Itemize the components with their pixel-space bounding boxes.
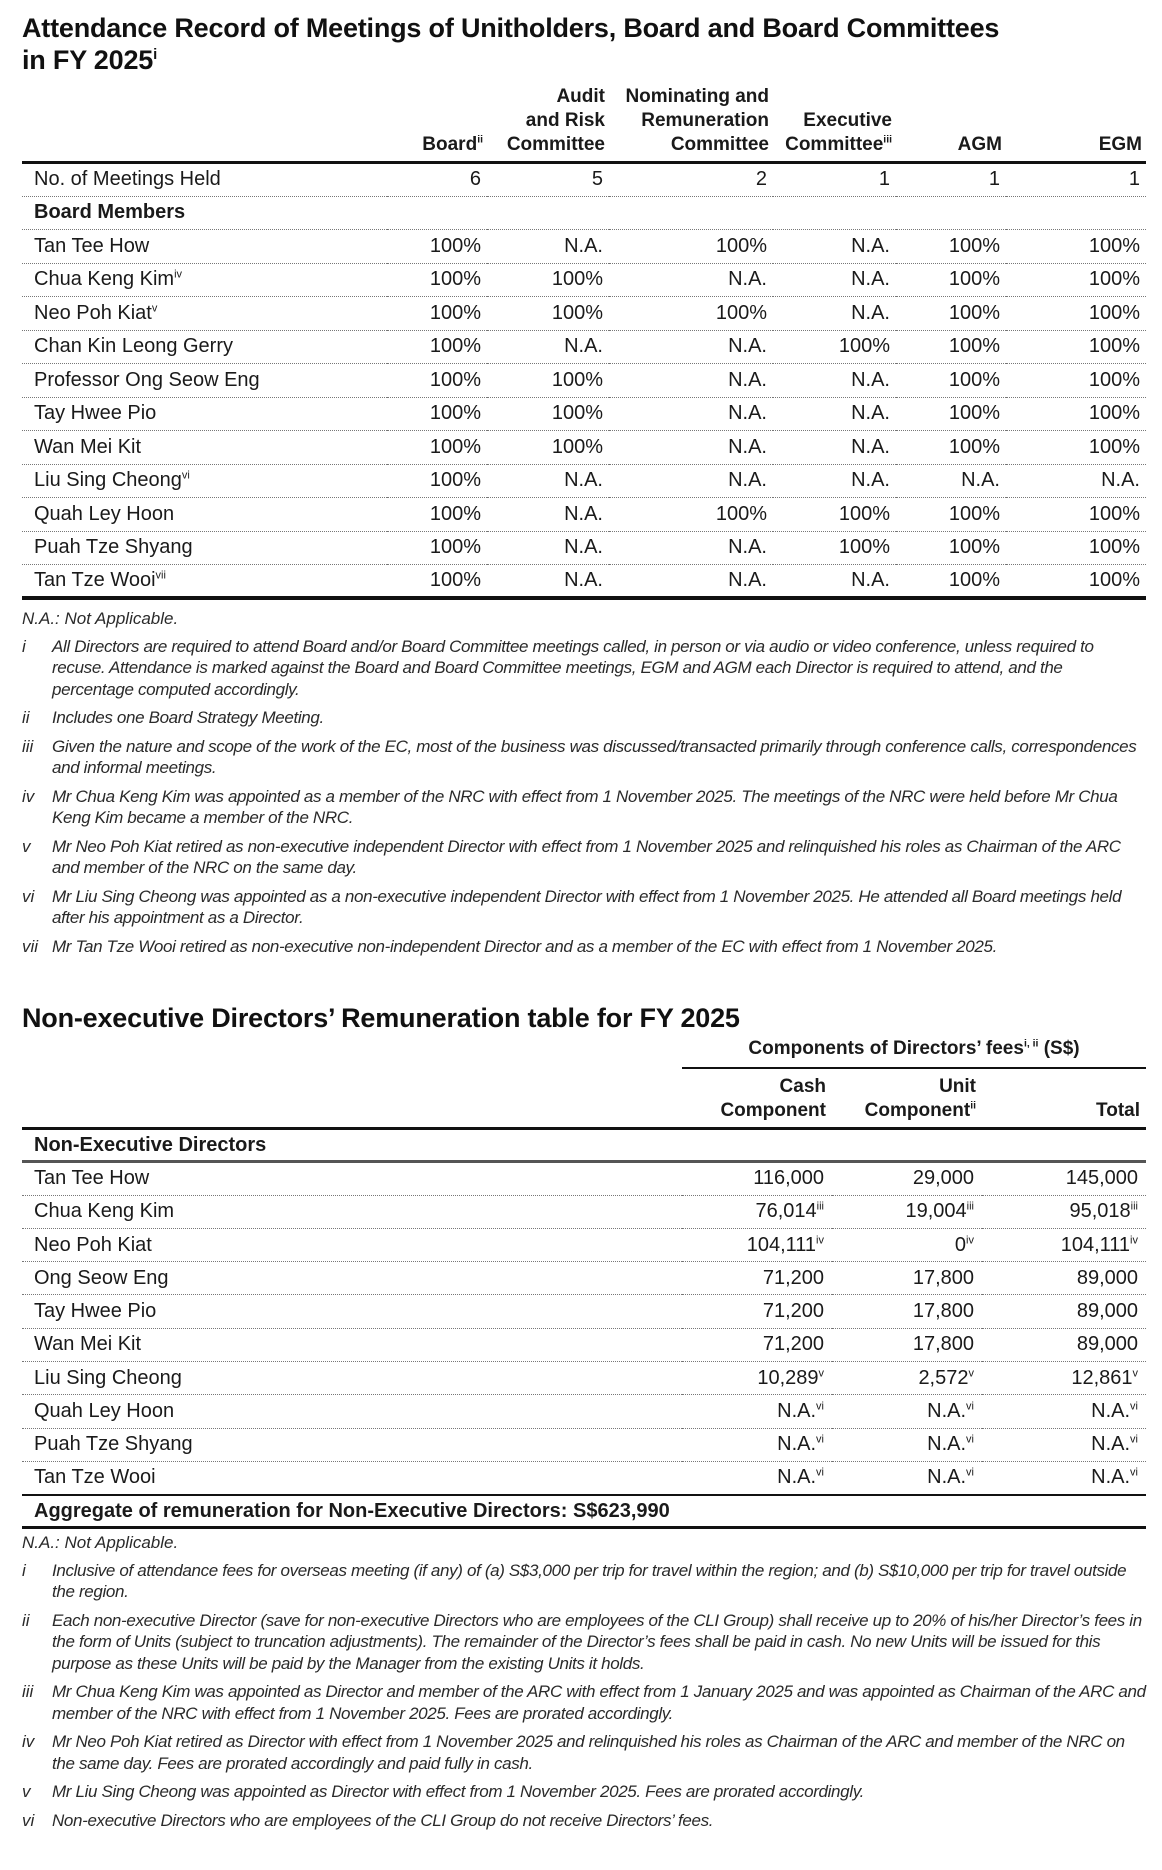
director-name: Ong Seow Eng	[22, 1262, 682, 1295]
footnote	[22, 636, 1146, 701]
attendance-title	[22, 12, 1146, 76]
fee-cell: 29,000	[832, 1162, 982, 1195]
attendance-table	[22, 85, 1146, 600]
fee-cell: N.A.$^{vi}$	[982, 1428, 1146, 1461]
meetings-held-row	[22, 163, 1146, 197]
fee-cell: 2,572$^v$	[832, 1362, 982, 1395]
fee-cell: N.A.$^{vi}$	[982, 1395, 1146, 1428]
fee-cell: 116,000	[682, 1162, 832, 1195]
director-name: Tan Tee How	[22, 1162, 682, 1195]
footnote-number: iii	[22, 1682, 34, 1701]
attendance-cell: N.A.	[773, 364, 896, 398]
fee-cell: 71,200	[682, 1295, 832, 1328]
footnote-number: i	[22, 1560, 26, 1580]
director-name: Tan Tze Wooi	[22, 1461, 682, 1494]
header-agm: AGM	[896, 85, 1006, 163]
director-name: Chua Keng Kim	[22, 1195, 682, 1228]
table-row	[22, 1428, 1146, 1461]
table-row	[22, 1328, 1146, 1361]
attendance-title-line1: Attendance Record of Meetings of Unitholders, Board and Board Committees	[22, 13, 1000, 43]
remuneration-footnotes	[22, 1532, 1146, 1838]
footnote-number: ii	[22, 708, 30, 727]
attendance-cell: 100%	[387, 531, 487, 565]
attendance-cell: 100%	[387, 297, 487, 331]
attendance-cell: 100%	[896, 330, 1006, 364]
footnote-text: Mr Neo Poh Kiat retired as Director with effect from 1 November 2025 and relinquished his roles as Chairman of the ARC and member of the NRC on the same day. Fees are prorated accordingly and paid fully in cash.	[52, 1732, 1125, 1773]
attendance-cell: 100%	[387, 330, 487, 364]
director-name: Tan Tze Wooi$^{vii}$	[22, 565, 387, 599]
director-name: Liu Sing Cheong	[22, 1362, 682, 1395]
attendance-cell: 100%	[896, 498, 1006, 532]
fee-cell: 17,800	[832, 1262, 982, 1295]
fee-cell: 76,014$^{iii}$	[682, 1195, 832, 1228]
attendance-cell: 100%	[609, 498, 773, 532]
attendance-cell: N.A.	[773, 297, 896, 331]
footnote-text: Mr Liu Sing Cheong was appointed as a non-executive independent Director with effect from 1 November 2025. He attended all Board meetings held after his appointment as a Director.	[52, 886, 1122, 927]
fee-cell: N.A.$^{vi}$	[682, 1395, 832, 1428]
table-row	[22, 565, 1146, 599]
table-row	[22, 464, 1146, 498]
footnote	[22, 886, 1146, 929]
attendance-cell: 100%	[487, 263, 609, 297]
na-note: N.A.: Not Applicable.	[22, 609, 179, 628]
remuneration-super-header	[22, 1037, 1146, 1068]
attendance-cell: 100%	[1006, 565, 1146, 599]
attendance-cell: 100%	[896, 531, 1006, 565]
attendance-cell: N.A.	[773, 263, 896, 297]
header-cash: Cash Component	[682, 1068, 832, 1129]
attendance-footnotes	[22, 608, 1146, 964]
fee-cell: 10,289$^v$	[682, 1362, 832, 1395]
group-label: Board Members	[22, 196, 1146, 230]
header-unit: Unit Component$^{ii}$	[832, 1068, 982, 1129]
table-row	[22, 1262, 1146, 1295]
attendance-cell: N.A.	[609, 364, 773, 398]
header-blank	[22, 1037, 682, 1068]
row-label: No. of Meetings Held	[22, 163, 387, 197]
attendance-cell: N.A.	[609, 565, 773, 599]
table-row	[22, 1162, 1146, 1195]
footnote-number: v	[22, 836, 31, 856]
attendance-cell: N.A.	[487, 230, 609, 264]
fee-cell: 95,018$^{iii}$	[982, 1195, 1146, 1228]
attendance-cell: 100%	[487, 397, 609, 431]
director-name: Liu Sing Cheong$^{vi}$	[22, 464, 387, 498]
attendance-cell: 100%	[387, 364, 487, 398]
remuneration-title: Non-executive Directors’ Remuneration table for FY 2025	[22, 1003, 740, 1033]
group-label: Non-Executive Directors	[22, 1129, 1146, 1162]
attendance-cell: N.A.	[609, 397, 773, 431]
footnote	[22, 936, 1146, 958]
fee-cell: 89,000	[982, 1262, 1146, 1295]
attendance-cell: 100%	[773, 330, 896, 364]
aggregate-label: Aggregate of remuneration for Non-Executive Directors: S$623,990	[22, 1495, 1146, 1528]
cell: 1	[773, 163, 896, 197]
table-row	[22, 230, 1146, 264]
table-row	[22, 297, 1146, 331]
table-row	[22, 263, 1146, 297]
footnote-text: Each non-executive Director (save for non-executive Directors who are employees of the CLI Group) shall receive up to 20% of his/her Director’s fees in the form of Units (subject to truncation adjustments). The remainder of the Director’s fees shall be paid in cash. No new Units will be issued for this purpose as these Units will be paid by the Manager from the existing Units it holds.	[52, 1610, 1142, 1673]
table-row	[22, 1362, 1146, 1395]
attendance-cell: 100%	[387, 397, 487, 431]
attendance-cell: N.A.	[609, 330, 773, 364]
director-name: Tan Tee How	[22, 230, 387, 264]
header-board: Board$^{ii}$	[387, 85, 487, 163]
footnote-number: vi	[22, 1810, 35, 1830]
table-row	[22, 364, 1146, 398]
footnote-number: vi	[22, 886, 35, 906]
aggregate-row	[22, 1495, 1146, 1528]
fee-cell: N.A.$^{vi}$	[682, 1428, 832, 1461]
attendance-cell: N.A.	[609, 263, 773, 297]
attendance-cell: N.A.	[773, 230, 896, 264]
table-row	[22, 1228, 1146, 1261]
attendance-title-line2: in FY 2025	[22, 45, 154, 75]
footnote-number: v	[22, 1782, 31, 1801]
fee-cell: N.A.$^{vi}$	[682, 1461, 832, 1494]
director-name: Puah Tze Shyang	[22, 1428, 682, 1461]
header-blank	[22, 85, 387, 163]
table-row	[22, 1395, 1146, 1428]
cell: 1	[1006, 163, 1146, 197]
attendance-cell: 100%	[487, 364, 609, 398]
attendance-cell: N.A.	[487, 565, 609, 599]
attendance-cell: N.A.	[773, 397, 896, 431]
attendance-cell: 100%	[387, 230, 487, 264]
remuneration-header-row	[22, 1068, 1146, 1129]
attendance-cell: 100%	[487, 431, 609, 465]
attendance-header-row	[22, 85, 1146, 163]
header-nrc: Nominating and Remuneration Committee	[609, 85, 773, 163]
footnote-text: Mr Chua Keng Kim was appointed as Director and member of the ARC with effect from 1 January 2025 and was appointed as Chairman of the ARC and member of the NRC with effect from 1 November 2025. Fees are prorated accordingly.	[52, 1682, 1146, 1723]
attendance-cell: 100%	[896, 297, 1006, 331]
attendance-cell: 100%	[896, 431, 1006, 465]
table-row	[22, 397, 1146, 431]
attendance-cell: N.A.	[1006, 464, 1146, 498]
attendance-cell: 100%	[896, 230, 1006, 264]
fee-cell: 17,800	[832, 1328, 982, 1361]
attendance-cell: 100%	[1006, 364, 1146, 398]
attendance-cell: N.A.	[487, 330, 609, 364]
attendance-cell: 100%	[1006, 531, 1146, 565]
group-row	[22, 1129, 1146, 1162]
footnote	[22, 707, 1146, 729]
attendance-cell: 100%	[896, 397, 1006, 431]
director-name: Puah Tze Shyang	[22, 531, 387, 565]
footnote-text: Includes one Board Strategy Meeting.	[52, 708, 324, 727]
cell: 1	[896, 163, 1006, 197]
fee-cell: 17,800	[832, 1295, 982, 1328]
attendance-cell: N.A.	[487, 464, 609, 498]
footnote	[22, 1810, 1146, 1832]
na-note: N.A.: Not Applicable.	[22, 1533, 179, 1552]
table-row	[22, 498, 1146, 532]
fee-cell: 104,111$^{iv}$	[682, 1228, 832, 1261]
footnote-text: Inclusive of attendance fees for overseas meeting (if any) of (a) S$3,000 per trip for travel within the region; and (b) S$10,000 per trip for travel outside the region.	[52, 1560, 1127, 1601]
footnote-number: iii	[22, 736, 34, 756]
attendance-cell: 100%	[387, 464, 487, 498]
fee-cell: 12,861$^v$	[982, 1362, 1146, 1395]
footnote-ref: i	[153, 47, 158, 63]
attendance-cell: 100%	[1006, 498, 1146, 532]
attendance-cell: 100%	[773, 531, 896, 565]
footnote-text: Mr Liu Sing Cheong was appointed as Director with effect from 1 November 2025. Fees are prorated accordingly.	[52, 1782, 864, 1801]
attendance-cell: N.A.	[773, 464, 896, 498]
header-egm: EGM	[1006, 85, 1146, 163]
attendance-cell: 100%	[387, 565, 487, 599]
fee-cell: N.A.$^{vi}$	[982, 1461, 1146, 1494]
attendance-cell: 100%	[1006, 263, 1146, 297]
fee-cell: 89,000	[982, 1295, 1146, 1328]
footnote	[22, 1731, 1146, 1774]
attendance-cell: 100%	[1006, 230, 1146, 264]
table-row	[22, 531, 1146, 565]
fee-cell: 19,004$^{iii}$	[832, 1195, 982, 1228]
footnote	[22, 1681, 1146, 1724]
fee-cell: 145,000	[982, 1162, 1146, 1195]
footnote-number: iv	[22, 1732, 35, 1751]
table-row	[22, 1295, 1146, 1328]
attendance-cell: 100%	[487, 297, 609, 331]
table-row	[22, 1195, 1146, 1228]
attendance-cell: 100%	[1006, 431, 1146, 465]
attendance-cell: N.A.	[773, 431, 896, 465]
footnote	[22, 786, 1146, 829]
director-name: Chua Keng Kim$^{iv}$	[22, 263, 387, 297]
cell: 2	[609, 163, 773, 197]
remuneration-table	[22, 1037, 1146, 1529]
footnote-text: Given the nature and scope of the work of the EC, most of the business was discussed/transacted primarily through conference calls, correspondences and informal meetings.	[52, 736, 1137, 777]
footnote	[22, 836, 1146, 879]
header-blank	[22, 1068, 682, 1129]
attendance-cell: N.A.	[896, 464, 1006, 498]
director-name: Wan Mei Kit	[22, 431, 387, 465]
director-name: Neo Poh Kiat	[22, 1228, 682, 1261]
footnote	[22, 736, 1146, 779]
attendance-cell: N.A.	[487, 531, 609, 565]
attendance-cell: 100%	[773, 498, 896, 532]
fee-cell: N.A.$^{vi}$	[832, 1461, 982, 1494]
attendance-cell: 100%	[1006, 330, 1146, 364]
footnote	[22, 1560, 1146, 1603]
header-total: Total	[982, 1068, 1146, 1129]
footnote-text: Non-executive Directors who are employees of the CLI Group do not receive Directors’ fees.	[52, 1810, 714, 1830]
attendance-cell: 100%	[387, 263, 487, 297]
footnote	[22, 1781, 1146, 1803]
fee-cell: 71,200	[682, 1262, 832, 1295]
cell: 6	[387, 163, 487, 197]
fee-cell: 71,200	[682, 1328, 832, 1361]
fee-cell: 104,111$^{iv}$	[982, 1228, 1146, 1261]
attendance-cell: 100%	[609, 230, 773, 264]
header-components: Components of Directors’ fees$^{i, ii}$ (S$)	[682, 1037, 1146, 1068]
director-name: Quah Ley Hoon	[22, 1395, 682, 1428]
table-row	[22, 330, 1146, 364]
attendance-cell: 100%	[1006, 297, 1146, 331]
table-row	[22, 431, 1146, 465]
footnote-number: iv	[22, 786, 35, 806]
attendance-cell: 100%	[1006, 397, 1146, 431]
footnote-number: ii	[22, 1610, 30, 1630]
director-name: Tay Hwee Pio	[22, 397, 387, 431]
fee-cell: 89,000	[982, 1328, 1146, 1361]
cell: 5	[487, 163, 609, 197]
table-row	[22, 1461, 1146, 1494]
attendance-cell: N.A.	[609, 531, 773, 565]
attendance-cell: 100%	[387, 431, 487, 465]
footnote-text: Mr Tan Tze Wooi retired as non-executive non-independent Director and as a member of the EC with effect from 1 November 2025.	[52, 936, 997, 956]
director-name: Wan Mei Kit	[22, 1328, 682, 1361]
attendance-cell: 100%	[609, 297, 773, 331]
fee-cell: 0$^{iv}$	[832, 1228, 982, 1261]
attendance-cell: 100%	[896, 565, 1006, 599]
footnote-text: Mr Neo Poh Kiat retired as non-executive independent Director with effect from 1 November 2025 and relinquished his roles as Chairman of the ARC and member of the NRC on the same day.	[52, 836, 1121, 877]
attendance-cell: 100%	[387, 498, 487, 532]
group-row	[22, 196, 1146, 230]
fee-cell: N.A.$^{vi}$	[832, 1428, 982, 1461]
director-name: Neo Poh Kiat$^v$	[22, 297, 387, 331]
footnote-number: vii	[22, 936, 39, 956]
attendance-cell: 100%	[896, 263, 1006, 297]
footnote-number: i	[22, 636, 26, 656]
attendance-cell: N.A.	[609, 464, 773, 498]
footnote-text: All Directors are required to attend Board and/or Board Committee meetings called, in person or via audio or video conference, unless required to recuse. Attendance is marked against the Board and Board Committee meetings, EGM and AGM each Director is required to attend, and the percentage computed accordingly.	[52, 636, 1094, 699]
director-name: Professor Ong Seow Eng	[22, 364, 387, 398]
attendance-cell: N.A.	[487, 498, 609, 532]
attendance-cell: N.A.	[609, 431, 773, 465]
footnote	[22, 1610, 1146, 1675]
director-name: Quah Ley Hoon	[22, 498, 387, 532]
header-arc: Audit and Risk Committee	[487, 85, 609, 163]
header-ec: Executive Committee$^{iii}$	[773, 85, 896, 163]
attendance-cell: 100%	[896, 364, 1006, 398]
footnote-text: Mr Chua Keng Kim was appointed as a member of the NRC with effect from 1 November 2025. The meetings of the NRC were held before Mr Chua Keng Kim became a member of the NRC.	[52, 786, 1118, 827]
director-name: Chan Kin Leong Gerry	[22, 330, 387, 364]
attendance-cell: N.A.	[773, 565, 896, 599]
fee-cell: N.A.$^{vi}$	[832, 1395, 982, 1428]
director-name: Tay Hwee Pio	[22, 1295, 682, 1328]
